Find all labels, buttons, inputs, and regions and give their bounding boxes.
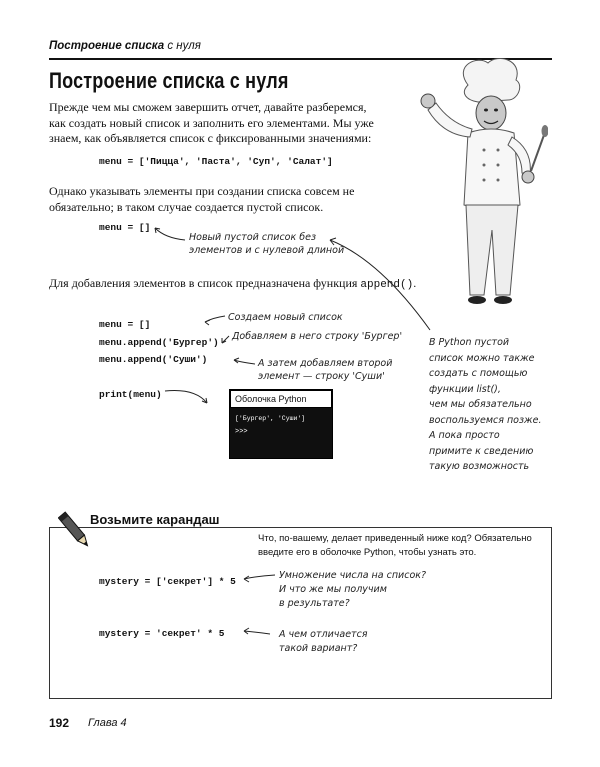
note-create-list: Создаем новый список [228,312,343,323]
arrow-print [165,391,207,404]
note-line: А затем добавляем второй [258,358,393,369]
paragraph-append-suffix: . [413,276,417,290]
code-line: menu.append('Суши') [99,354,208,365]
arrow-empty-list [155,228,185,240]
side-note-line: воспользуемся позже. [429,414,542,426]
python-shell-prompt: >>> [235,428,248,436]
code-menu-fixed: menu = ['Пицца', 'Паста', 'Суп', 'Салат'] [99,156,333,167]
inline-code-append: append() [360,279,414,291]
exercise-title: Возьмите карандаш [86,512,224,527]
question-line: введите его в оболочке Python, чтобы узнать это. [258,546,477,558]
intro-line: знаем, как объявляется список с фиксированными значениями: [49,131,372,145]
note-line: Новый пустой список без [189,232,317,243]
note-line: в результате? [279,598,350,609]
paragraph-append-text: Для добавления элементов в список предназначена функция [49,276,361,290]
paragraph-line: Однако указывать элементы при создании списка совсем не [49,184,355,198]
note-line: элементов и с нулевой длиной [189,245,345,256]
intro-line: Прежде чем мы сможем завершить отчет, давайте разберемся, [49,100,367,114]
note-add-burger: Добавляем в него строку 'Бургер' [232,331,403,342]
page-title: Построение списка с нуля [49,68,289,93]
chapter-label: Глава 4 [88,717,127,729]
python-shell-title: Оболочка Python [230,390,332,408]
note-line: Умножение числа на список? [279,570,427,581]
code-line: print(menu) [99,389,162,400]
paragraph-line: обязательно; в таком случае создается пустой список. [49,199,324,214]
python-shell-output: ['Бургер', 'Суши'] [235,415,306,422]
note-line: А чем отличается [279,629,368,640]
note-line: такой вариант? [279,643,358,654]
question-line: Что, по-вашему, делает приведенный ниже код? Обязательно [258,533,532,544]
code-line: menu = [] [99,319,151,330]
code-line: menu.append('Бургер') [99,337,219,348]
side-note-line: функции list(), [429,383,501,395]
arrow-side-note [330,240,430,330]
side-note-line: создать с помощью [429,368,528,379]
side-note-line: список можно также [429,352,535,364]
page-number: 192 [49,716,70,730]
running-header-subtitle: с нуля [167,40,201,52]
note-mystery-a [279,569,426,611]
code-mystery-list: mystery = ['секрет'] * 5 [99,576,236,587]
note-line: элемент — строку 'Суши' [258,371,385,382]
side-note-line: А пока просто [429,430,500,441]
intro-line: как создать новый список и заполнить его элементами. Мы уже [49,115,374,130]
side-note-line: такую возможность [429,461,530,472]
running-header-title: Построение списка [49,40,165,52]
note-mystery-b [279,628,368,656]
side-note-line: чем мы обязательно [429,399,532,410]
note-line: И что же мы получим [279,584,387,595]
code-mystery-string: mystery = 'секрет' * 5 [99,628,225,639]
code-menu-empty: menu = [] [99,222,151,233]
side-note-line: примите к сведению [429,445,534,457]
side-note-line: В Python пустой [429,337,510,348]
exercise-question [258,532,548,559]
